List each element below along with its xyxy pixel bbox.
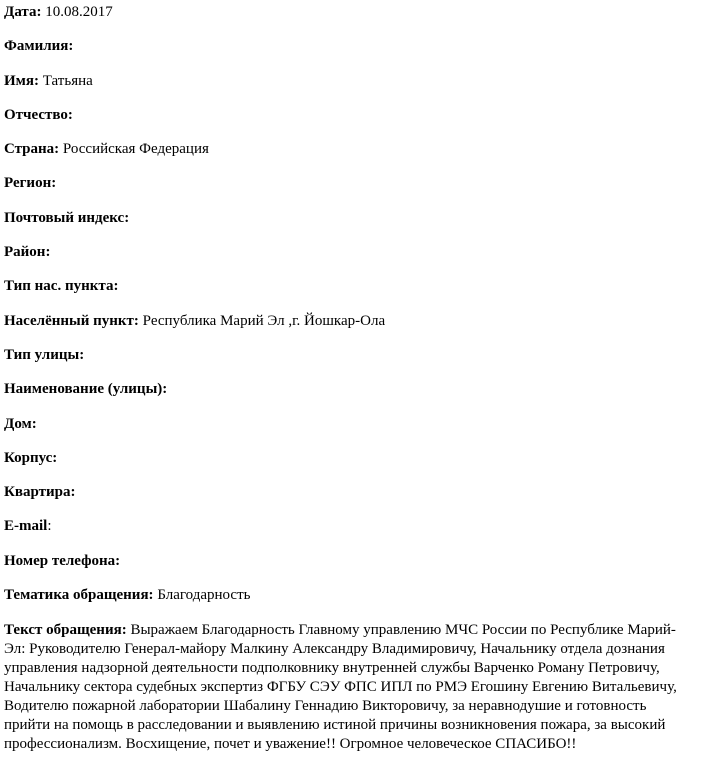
field-label: Почтовый индекс:	[4, 209, 130, 226]
field-value: Российская Федерация	[59, 141, 209, 158]
field-label: E-mail	[4, 518, 48, 535]
field-street-name	[4, 381, 701, 398]
field-house	[4, 416, 701, 433]
field-district	[4, 244, 701, 261]
field-first-name	[4, 73, 701, 90]
field-apartment	[4, 484, 701, 501]
field-surname	[4, 38, 701, 55]
field-label: Имя:	[4, 72, 39, 89]
field-value: 10.08.2017	[41, 4, 113, 20]
field-patronymic	[4, 107, 701, 124]
field-label: Квартира:	[4, 484, 76, 501]
field-message	[4, 621, 694, 754]
field-label: Дом:	[4, 415, 37, 432]
field-label: Отчество:	[4, 106, 73, 123]
field-label: Регион:	[4, 175, 57, 192]
field-value: Благодарность	[153, 587, 251, 604]
field-label: Населённый пункт:	[4, 312, 139, 329]
field-label: Тип нас. пункта:	[4, 278, 119, 295]
field-label: Район:	[4, 244, 51, 261]
message-label: Текст обращения:	[4, 622, 127, 639]
field-building	[4, 450, 701, 467]
field-date	[4, 4, 701, 21]
field-email	[4, 518, 701, 535]
field-country	[4, 141, 701, 158]
field-street-type	[4, 347, 701, 364]
field-settlement-type	[4, 278, 701, 295]
field-label: Страна:	[4, 141, 60, 158]
field-label: Дата:	[4, 4, 42, 20]
field-region	[4, 175, 701, 192]
field-label: Фамилия:	[4, 38, 74, 55]
field-topic	[4, 587, 701, 604]
field-value: Татьяна	[39, 72, 93, 89]
field-label: Наименование (улицы):	[4, 381, 168, 398]
field-settlement	[4, 313, 701, 330]
field-postal-code	[4, 210, 701, 227]
field-value: Республика Марий Эл ,г. Йошкар-Ола	[138, 312, 386, 329]
field-label: Номер телефона:	[4, 552, 121, 569]
message-text: Выражаем Благодарность Главному управлению МЧС России по Республике Марий-Эл: Руководителю Генерал-майору Малкину Александру Владимировичу, Начальнику отдела дознания управления надзорной деятельности подполковнику внутренней службы Варченко Роману Петровичу, Начальнику сектора судебных экспертиз ФГБУ СЭУ ФПС ИПЛ по РМЭ Егошину Евгению Витальевичу, Водителю пожарной лаборатории Шабалину Геннадию Викторовичу, за неравнодушие и готовность прийти на помощь в расследовании и выявлению истиной причины возникновения пожара, за высокий профессионализм. Восхищение, почет и уважение!! Огромное человеческое СПАСИБО!!	[4, 622, 677, 753]
field-label: Тематика обращения:	[4, 587, 154, 604]
field-value: :	[47, 518, 52, 535]
field-label: Тип улицы:	[4, 346, 85, 363]
field-phone	[4, 553, 701, 570]
field-label: Корпус:	[4, 449, 58, 466]
